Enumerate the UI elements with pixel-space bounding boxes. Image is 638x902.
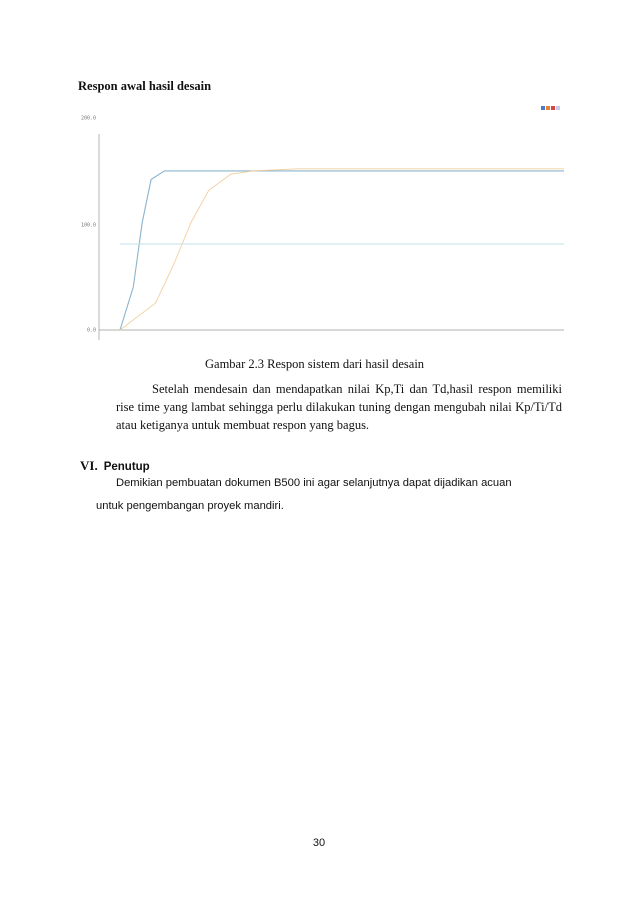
section-line-1: Demikian pembuatan dokumen B500 ini agar selanjutnya dapat dijadikan acuan [116, 477, 512, 489]
y-tick-label-0: 0.0 [86, 327, 96, 334]
legend-swatch-3 [551, 106, 555, 110]
section-heading: Respon awal hasil desain [78, 79, 212, 93]
series-line-1 [120, 171, 564, 330]
chart-legend [541, 106, 560, 110]
series-layer [120, 169, 564, 330]
page-number: 30 [312, 837, 326, 849]
body-paragraph [116, 380, 562, 434]
figure-caption: Gambar 2.3 Respon sistem dari hasil desain [205, 357, 425, 371]
body-paragraph-text: Setelah mendesain dan mendapatkan nilai Kp,Ti dan Td,hasil respon memiliki rise time yang lambat sehingga perlu dilakukan tuning dengan mengubah nilai Kp/Ti/Td atau ketiganya untuk membuat respon yang bagus. [116, 382, 562, 432]
legend-swatch-2 [546, 106, 550, 110]
response-chart [70, 100, 570, 345]
section-title-text: Penutup [103, 461, 150, 473]
legend-swatch-4 [556, 106, 560, 110]
section-number: VI. [80, 458, 98, 473]
series-line-2 [120, 169, 564, 330]
section-body [96, 472, 566, 518]
y-tick-label-2: 200.0 [80, 115, 96, 122]
legend-swatch-1 [541, 106, 545, 110]
y-tick-label-1: 100.0 [80, 222, 96, 229]
section-line-2: untuk pengembangan proyek mandiri. [96, 500, 284, 512]
